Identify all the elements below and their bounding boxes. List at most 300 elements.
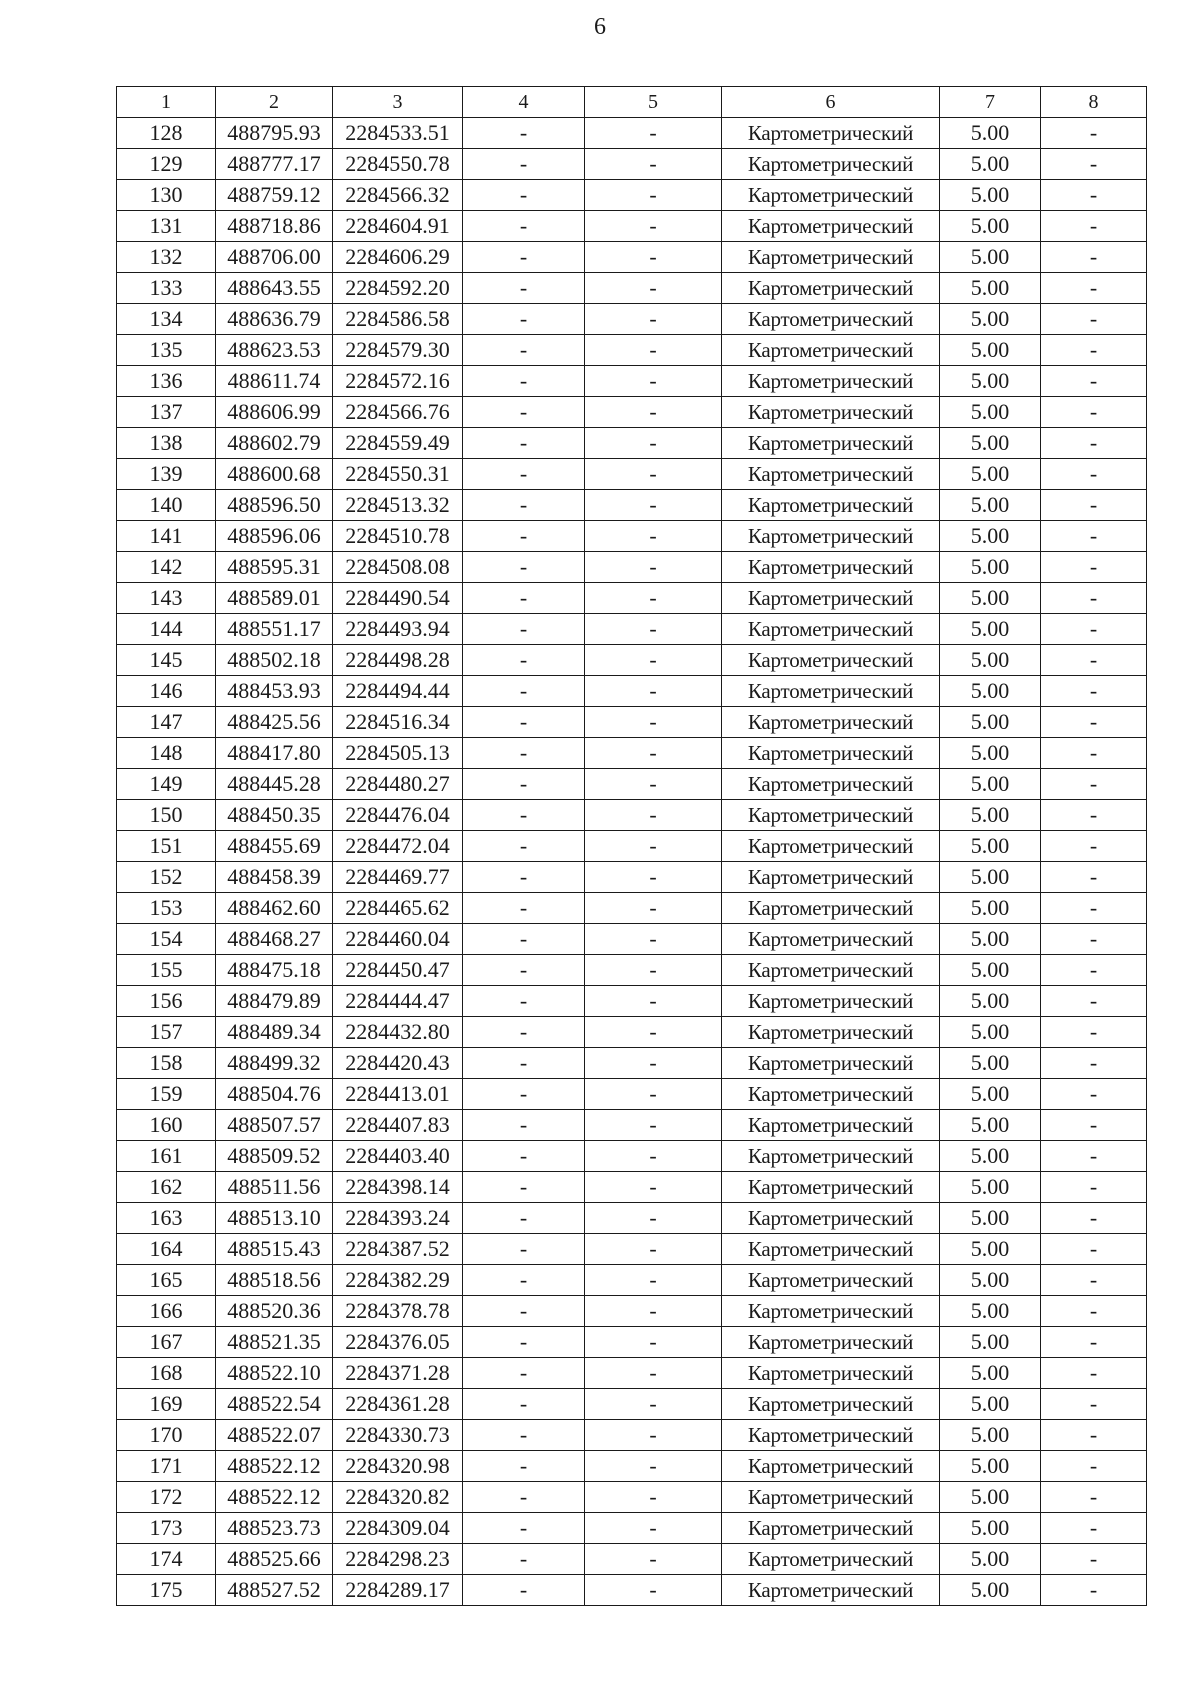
- column-8-cell: -: [1041, 893, 1147, 924]
- method-cell: Картометрический: [722, 1079, 940, 1110]
- column-4-cell: -: [463, 1451, 585, 1482]
- x-coordinate-cell: 488458.39: [216, 862, 333, 893]
- column-8-cell: -: [1041, 1017, 1147, 1048]
- method-cell: Картометрический: [722, 521, 940, 552]
- column-5-cell: -: [585, 645, 722, 676]
- table-row: [117, 1420, 1147, 1451]
- x-coordinate-cell: 488475.18: [216, 955, 333, 986]
- y-coordinate-cell: 2284393.24: [333, 1203, 463, 1234]
- column-4-cell: -: [463, 428, 585, 459]
- table-row: [117, 149, 1147, 180]
- table-row: [117, 428, 1147, 459]
- method-cell: Картометрический: [722, 552, 940, 583]
- column-5-cell: -: [585, 118, 722, 149]
- column-4-cell: -: [463, 707, 585, 738]
- column-8-cell: -: [1041, 459, 1147, 490]
- column-8-cell: -: [1041, 149, 1147, 180]
- column-5-cell: -: [585, 707, 722, 738]
- column-4-cell: -: [463, 273, 585, 304]
- column-4-cell: -: [463, 459, 585, 490]
- point-number-cell: 136: [117, 366, 216, 397]
- table-row: [117, 831, 1147, 862]
- column-4-cell: -: [463, 1420, 585, 1451]
- method-cell: Картометрический: [722, 1513, 940, 1544]
- column-8-cell: -: [1041, 1327, 1147, 1358]
- column-4-cell: -: [463, 1079, 585, 1110]
- accuracy-cell: 5.00: [940, 211, 1041, 242]
- column-5-cell: -: [585, 1017, 722, 1048]
- column-5-cell: -: [585, 552, 722, 583]
- column-8-cell: -: [1041, 1358, 1147, 1389]
- method-cell: Картометрический: [722, 955, 940, 986]
- column-4-cell: -: [463, 614, 585, 645]
- column-8-cell: -: [1041, 769, 1147, 800]
- point-number-cell: 175: [117, 1575, 216, 1606]
- y-coordinate-cell: 2284382.29: [333, 1265, 463, 1296]
- point-number-cell: 163: [117, 1203, 216, 1234]
- method-cell: Картометрический: [722, 769, 940, 800]
- column-8-cell: -: [1041, 614, 1147, 645]
- method-cell: Картометрический: [722, 118, 940, 149]
- y-coordinate-cell: 2284606.29: [333, 242, 463, 273]
- accuracy-cell: 5.00: [940, 366, 1041, 397]
- table-row: [117, 1296, 1147, 1327]
- accuracy-cell: 5.00: [940, 459, 1041, 490]
- method-cell: Картометрический: [722, 893, 940, 924]
- column-4-cell: -: [463, 490, 585, 521]
- column-5-cell: -: [585, 738, 722, 769]
- table-row: [117, 1172, 1147, 1203]
- x-coordinate-cell: 488600.68: [216, 459, 333, 490]
- point-number-cell: 172: [117, 1482, 216, 1513]
- y-coordinate-cell: 2284460.04: [333, 924, 463, 955]
- method-cell: Картометрический: [722, 397, 940, 428]
- method-cell: Картометрический: [722, 1017, 940, 1048]
- point-number-cell: 150: [117, 800, 216, 831]
- column-4-cell: -: [463, 1327, 585, 1358]
- point-number-cell: 128: [117, 118, 216, 149]
- point-number-cell: 132: [117, 242, 216, 273]
- column-5-cell: -: [585, 583, 722, 614]
- point-number-cell: 131: [117, 211, 216, 242]
- point-number-cell: 153: [117, 893, 216, 924]
- method-cell: Картометрический: [722, 583, 940, 614]
- method-cell: Картометрический: [722, 1048, 940, 1079]
- page-number: 6: [594, 14, 606, 40]
- table-row: [117, 1017, 1147, 1048]
- table-row: [117, 738, 1147, 769]
- table-row: [117, 1141, 1147, 1172]
- column-8-cell: -: [1041, 800, 1147, 831]
- accuracy-cell: 5.00: [940, 676, 1041, 707]
- table-row: [117, 1358, 1147, 1389]
- y-coordinate-cell: 2284472.04: [333, 831, 463, 862]
- column-8-cell: -: [1041, 676, 1147, 707]
- accuracy-cell: 5.00: [940, 552, 1041, 583]
- point-number-cell: 140: [117, 490, 216, 521]
- table-row: [117, 459, 1147, 490]
- table-row: [117, 893, 1147, 924]
- table-row: [117, 335, 1147, 366]
- column-4-cell: -: [463, 738, 585, 769]
- table-row: [117, 769, 1147, 800]
- column-4-cell: -: [463, 1575, 585, 1606]
- column-8-cell: -: [1041, 490, 1147, 521]
- column-5-cell: -: [585, 521, 722, 552]
- column-4-cell: -: [463, 831, 585, 862]
- table-row: [117, 614, 1147, 645]
- accuracy-cell: 5.00: [940, 428, 1041, 459]
- method-cell: Картометрический: [722, 459, 940, 490]
- column-5-cell: -: [585, 1358, 722, 1389]
- column-5-cell: -: [585, 242, 722, 273]
- table-row: [117, 1482, 1147, 1513]
- column-4-cell: -: [463, 583, 585, 614]
- point-number-cell: 171: [117, 1451, 216, 1482]
- y-coordinate-cell: 2284469.77: [333, 862, 463, 893]
- table-row: [117, 521, 1147, 552]
- accuracy-cell: 5.00: [940, 645, 1041, 676]
- x-coordinate-cell: 488522.54: [216, 1389, 333, 1420]
- y-coordinate-cell: 2284490.54: [333, 583, 463, 614]
- column-4-cell: -: [463, 862, 585, 893]
- column-8-cell: -: [1041, 273, 1147, 304]
- column-5-cell: -: [585, 273, 722, 304]
- column-5-cell: -: [585, 986, 722, 1017]
- column-8-cell: -: [1041, 862, 1147, 893]
- x-coordinate-cell: 488417.80: [216, 738, 333, 769]
- column-8-cell: -: [1041, 1482, 1147, 1513]
- column-4-cell: -: [463, 1172, 585, 1203]
- point-number-cell: 138: [117, 428, 216, 459]
- accuracy-cell: 5.00: [940, 1048, 1041, 1079]
- x-coordinate-cell: 488504.76: [216, 1079, 333, 1110]
- column-8-cell: -: [1041, 521, 1147, 552]
- accuracy-cell: 5.00: [940, 242, 1041, 273]
- method-cell: Картометрический: [722, 149, 940, 180]
- accuracy-cell: 5.00: [940, 614, 1041, 645]
- y-coordinate-cell: 2284476.04: [333, 800, 463, 831]
- method-cell: Картометрический: [722, 1327, 940, 1358]
- y-coordinate-cell: 2284376.05: [333, 1327, 463, 1358]
- column-5-cell: -: [585, 459, 722, 490]
- table-row: [117, 924, 1147, 955]
- column-8-cell: -: [1041, 1265, 1147, 1296]
- table-row: [117, 862, 1147, 893]
- x-coordinate-cell: 488453.93: [216, 676, 333, 707]
- column-5-cell: -: [585, 335, 722, 366]
- column-5-cell: -: [585, 1234, 722, 1265]
- point-number-cell: 173: [117, 1513, 216, 1544]
- column-5-cell: -: [585, 1482, 722, 1513]
- column-4-cell: -: [463, 1141, 585, 1172]
- y-coordinate-cell: 2284513.32: [333, 490, 463, 521]
- column-5-cell: -: [585, 614, 722, 645]
- y-coordinate-cell: 2284398.14: [333, 1172, 463, 1203]
- x-coordinate-cell: 488445.28: [216, 769, 333, 800]
- y-coordinate-cell: 2284493.94: [333, 614, 463, 645]
- column-8-cell: -: [1041, 552, 1147, 583]
- column-5-cell: -: [585, 955, 722, 986]
- accuracy-cell: 5.00: [940, 149, 1041, 180]
- column-4-cell: -: [463, 800, 585, 831]
- column-header: 4: [463, 87, 585, 118]
- y-coordinate-cell: 2284505.13: [333, 738, 463, 769]
- accuracy-cell: 5.00: [940, 1079, 1041, 1110]
- y-coordinate-cell: 2284378.78: [333, 1296, 463, 1327]
- column-4-cell: -: [463, 335, 585, 366]
- accuracy-cell: 5.00: [940, 1420, 1041, 1451]
- column-8-cell: -: [1041, 583, 1147, 614]
- point-number-cell: 142: [117, 552, 216, 583]
- accuracy-cell: 5.00: [940, 583, 1041, 614]
- column-5-cell: -: [585, 924, 722, 955]
- point-number-cell: 166: [117, 1296, 216, 1327]
- accuracy-cell: 5.00: [940, 862, 1041, 893]
- table-row: [117, 1327, 1147, 1358]
- y-coordinate-cell: 2284387.52: [333, 1234, 463, 1265]
- table-row: [117, 118, 1147, 149]
- y-coordinate-cell: 2284309.04: [333, 1513, 463, 1544]
- column-8-cell: -: [1041, 1172, 1147, 1203]
- column-8-cell: -: [1041, 1420, 1147, 1451]
- column-8-cell: -: [1041, 924, 1147, 955]
- column-4-cell: -: [463, 1017, 585, 1048]
- column-4-cell: -: [463, 118, 585, 149]
- x-coordinate-cell: 488643.55: [216, 273, 333, 304]
- table-row: [117, 242, 1147, 273]
- column-4-cell: -: [463, 1048, 585, 1079]
- table-header: [117, 87, 1147, 118]
- point-number-cell: 143: [117, 583, 216, 614]
- method-cell: Картометрический: [722, 1575, 940, 1606]
- column-8-cell: -: [1041, 1203, 1147, 1234]
- y-coordinate-cell: 2284320.98: [333, 1451, 463, 1482]
- point-number-cell: 156: [117, 986, 216, 1017]
- point-number-cell: 159: [117, 1079, 216, 1110]
- table-row: [117, 1110, 1147, 1141]
- accuracy-cell: 5.00: [940, 769, 1041, 800]
- x-coordinate-cell: 488611.74: [216, 366, 333, 397]
- accuracy-cell: 5.00: [940, 831, 1041, 862]
- column-4-cell: -: [463, 955, 585, 986]
- accuracy-cell: 5.00: [940, 1172, 1041, 1203]
- y-coordinate-cell: 2284480.27: [333, 769, 463, 800]
- column-5-cell: -: [585, 1203, 722, 1234]
- accuracy-cell: 5.00: [940, 1389, 1041, 1420]
- y-coordinate-cell: 2284592.20: [333, 273, 463, 304]
- accuracy-cell: 5.00: [940, 397, 1041, 428]
- column-5-cell: -: [585, 1172, 722, 1203]
- method-cell: Картометрический: [722, 335, 940, 366]
- column-8-cell: -: [1041, 1575, 1147, 1606]
- y-coordinate-cell: 2284450.47: [333, 955, 463, 986]
- column-8-cell: -: [1041, 211, 1147, 242]
- column-8-cell: -: [1041, 1389, 1147, 1420]
- column-8-cell: -: [1041, 428, 1147, 459]
- accuracy-cell: 5.00: [940, 273, 1041, 304]
- accuracy-cell: 5.00: [940, 1451, 1041, 1482]
- table-row: [117, 1079, 1147, 1110]
- column-5-cell: -: [585, 1544, 722, 1575]
- column-4-cell: -: [463, 769, 585, 800]
- column-4-cell: -: [463, 676, 585, 707]
- column-5-cell: -: [585, 1265, 722, 1296]
- column-5-cell: -: [585, 1513, 722, 1544]
- x-coordinate-cell: 488520.36: [216, 1296, 333, 1327]
- column-8-cell: -: [1041, 242, 1147, 273]
- method-cell: Картометрический: [722, 273, 940, 304]
- x-coordinate-cell: 488507.57: [216, 1110, 333, 1141]
- method-cell: Картометрический: [722, 1482, 940, 1513]
- column-8-cell: -: [1041, 831, 1147, 862]
- column-5-cell: -: [585, 1327, 722, 1358]
- table-row: [117, 1203, 1147, 1234]
- point-number-cell: 129: [117, 149, 216, 180]
- method-cell: Картометрический: [722, 800, 940, 831]
- table-row: [117, 1513, 1147, 1544]
- column-8-cell: -: [1041, 986, 1147, 1017]
- point-number-cell: 141: [117, 521, 216, 552]
- y-coordinate-cell: 2284371.28: [333, 1358, 463, 1389]
- point-number-cell: 152: [117, 862, 216, 893]
- header-row: [117, 87, 1147, 118]
- table-row: [117, 180, 1147, 211]
- point-number-cell: 157: [117, 1017, 216, 1048]
- accuracy-cell: 5.00: [940, 1110, 1041, 1141]
- method-cell: Картометрический: [722, 1296, 940, 1327]
- x-coordinate-cell: 488525.66: [216, 1544, 333, 1575]
- column-8-cell: -: [1041, 707, 1147, 738]
- point-number-cell: 167: [117, 1327, 216, 1358]
- point-number-cell: 139: [117, 459, 216, 490]
- x-coordinate-cell: 488596.06: [216, 521, 333, 552]
- accuracy-cell: 5.00: [940, 1296, 1041, 1327]
- y-coordinate-cell: 2284566.32: [333, 180, 463, 211]
- x-coordinate-cell: 488522.12: [216, 1451, 333, 1482]
- column-4-cell: -: [463, 304, 585, 335]
- accuracy-cell: 5.00: [940, 986, 1041, 1017]
- y-coordinate-cell: 2284330.73: [333, 1420, 463, 1451]
- column-8-cell: -: [1041, 180, 1147, 211]
- y-coordinate-cell: 2284586.58: [333, 304, 463, 335]
- x-coordinate-cell: 488450.35: [216, 800, 333, 831]
- column-4-cell: -: [463, 397, 585, 428]
- y-coordinate-cell: 2284572.16: [333, 366, 463, 397]
- accuracy-cell: 5.00: [940, 955, 1041, 986]
- point-number-cell: 135: [117, 335, 216, 366]
- x-coordinate-cell: 488489.34: [216, 1017, 333, 1048]
- column-header: 1: [117, 87, 216, 118]
- x-coordinate-cell: 488718.86: [216, 211, 333, 242]
- point-number-cell: 174: [117, 1544, 216, 1575]
- y-coordinate-cell: 2284559.49: [333, 428, 463, 459]
- column-8-cell: -: [1041, 1513, 1147, 1544]
- column-4-cell: -: [463, 1358, 585, 1389]
- column-5-cell: -: [585, 1575, 722, 1606]
- x-coordinate-cell: 488777.17: [216, 149, 333, 180]
- column-4-cell: -: [463, 1203, 585, 1234]
- method-cell: Картометрический: [722, 1389, 940, 1420]
- x-coordinate-cell: 488527.52: [216, 1575, 333, 1606]
- x-coordinate-cell: 488499.32: [216, 1048, 333, 1079]
- column-5-cell: -: [585, 490, 722, 521]
- column-8-cell: -: [1041, 1451, 1147, 1482]
- method-cell: Картометрический: [722, 707, 940, 738]
- point-number-cell: 148: [117, 738, 216, 769]
- column-5-cell: -: [585, 769, 722, 800]
- point-number-cell: 145: [117, 645, 216, 676]
- column-header: 8: [1041, 87, 1147, 118]
- method-cell: Картометрический: [722, 242, 940, 273]
- method-cell: Картометрический: [722, 180, 940, 211]
- x-coordinate-cell: 488521.35: [216, 1327, 333, 1358]
- table-row: [117, 1451, 1147, 1482]
- x-coordinate-cell: 488623.53: [216, 335, 333, 366]
- column-5-cell: -: [585, 1420, 722, 1451]
- column-5-cell: -: [585, 831, 722, 862]
- method-cell: Картометрический: [722, 862, 940, 893]
- column-4-cell: -: [463, 1110, 585, 1141]
- column-5-cell: -: [585, 1048, 722, 1079]
- column-4-cell: -: [463, 242, 585, 273]
- column-8-cell: -: [1041, 1296, 1147, 1327]
- column-8-cell: -: [1041, 397, 1147, 428]
- y-coordinate-cell: 2284413.01: [333, 1079, 463, 1110]
- x-coordinate-cell: 488596.50: [216, 490, 333, 521]
- table-row: [117, 1265, 1147, 1296]
- y-coordinate-cell: 2284444.47: [333, 986, 463, 1017]
- column-5-cell: -: [585, 180, 722, 211]
- column-5-cell: -: [585, 862, 722, 893]
- y-coordinate-cell: 2284320.82: [333, 1482, 463, 1513]
- accuracy-cell: 5.00: [940, 1017, 1041, 1048]
- column-4-cell: -: [463, 1296, 585, 1327]
- method-cell: Картометрический: [722, 304, 940, 335]
- column-5-cell: -: [585, 1110, 722, 1141]
- point-number-cell: 146: [117, 676, 216, 707]
- column-5-cell: -: [585, 1141, 722, 1172]
- accuracy-cell: 5.00: [940, 1544, 1041, 1575]
- table-body: [117, 118, 1147, 1606]
- method-cell: Картометрический: [722, 1110, 940, 1141]
- y-coordinate-cell: 2284289.17: [333, 1575, 463, 1606]
- column-5-cell: -: [585, 149, 722, 180]
- accuracy-cell: 5.00: [940, 924, 1041, 955]
- point-number-cell: 154: [117, 924, 216, 955]
- accuracy-cell: 5.00: [940, 1141, 1041, 1172]
- column-8-cell: -: [1041, 118, 1147, 149]
- accuracy-cell: 5.00: [940, 1358, 1041, 1389]
- x-coordinate-cell: 488523.73: [216, 1513, 333, 1544]
- accuracy-cell: 5.00: [940, 1482, 1041, 1513]
- x-coordinate-cell: 488551.17: [216, 614, 333, 645]
- point-number-cell: 168: [117, 1358, 216, 1389]
- column-8-cell: -: [1041, 1234, 1147, 1265]
- accuracy-cell: 5.00: [940, 1513, 1041, 1544]
- accuracy-cell: 5.00: [940, 1234, 1041, 1265]
- column-8-cell: -: [1041, 304, 1147, 335]
- coordinates-table: [116, 86, 1147, 1606]
- method-cell: Картометрический: [722, 211, 940, 242]
- column-8-cell: -: [1041, 955, 1147, 986]
- point-number-cell: 155: [117, 955, 216, 986]
- accuracy-cell: 5.00: [940, 1203, 1041, 1234]
- column-4-cell: -: [463, 366, 585, 397]
- column-4-cell: -: [463, 1544, 585, 1575]
- column-4-cell: -: [463, 211, 585, 242]
- x-coordinate-cell: 488522.12: [216, 1482, 333, 1513]
